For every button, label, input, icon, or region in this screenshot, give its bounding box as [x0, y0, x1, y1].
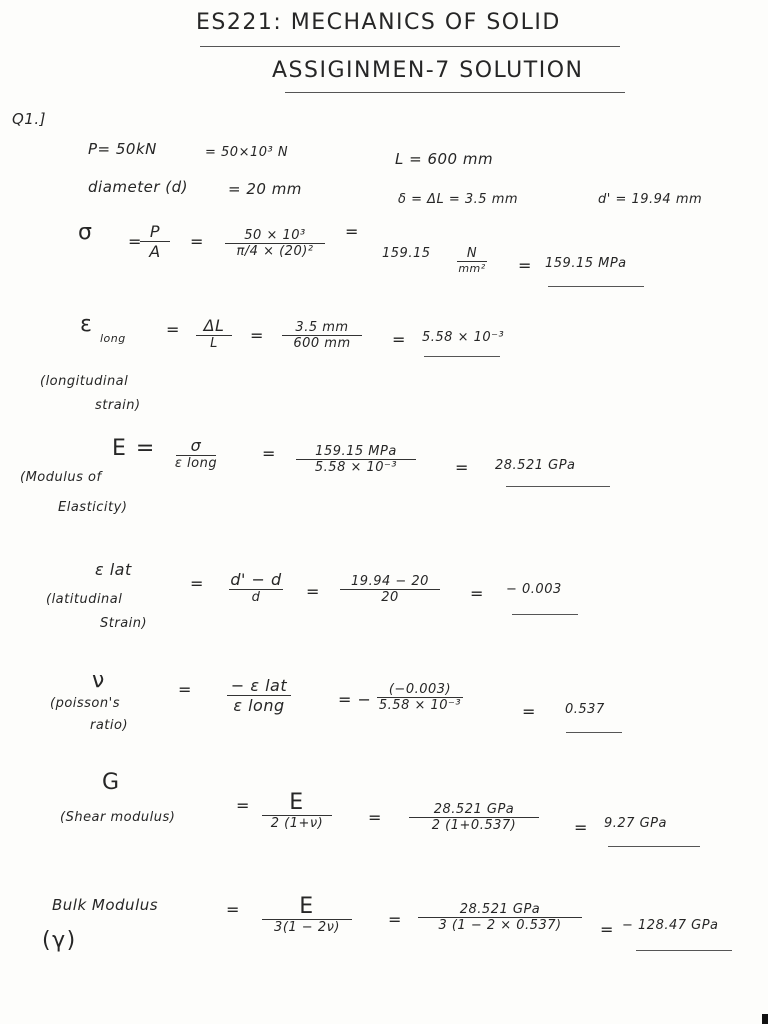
assignment-title: ASSIGINMEN-7 SOLUTION	[272, 58, 584, 83]
poisson-label2: ratio)	[90, 718, 129, 733]
modulus-frac2	[296, 444, 416, 475]
shear-den1: 2 (1+ν)	[270, 816, 324, 831]
stress-frac2	[225, 228, 325, 259]
bulk-num1: E	[299, 894, 315, 919]
poisson-eq2: = −	[338, 690, 372, 709]
result-underline	[548, 286, 644, 287]
assignment-underline	[285, 92, 625, 93]
stress-eq3: =	[345, 222, 359, 241]
long-strain-label1: (longitudinal	[40, 374, 129, 389]
stress-num1: P	[149, 222, 161, 241]
long-strain-eq2: =	[250, 326, 264, 345]
poisson-eq3: =	[522, 702, 536, 721]
lat-strain-label2: Strain)	[100, 616, 148, 631]
lat-strain-eq1: =	[190, 574, 204, 593]
bulk-eq1: =	[226, 900, 240, 919]
long-strain-result: 5.58 × 10⁻³	[422, 330, 505, 345]
stress-eq4: =	[518, 256, 532, 275]
shear-frac1	[252, 790, 342, 831]
stress-result: 159.15 MPa	[545, 256, 627, 271]
long-strain-frac1	[196, 316, 232, 351]
bulk-den1: 3(1 − 2ν)	[274, 920, 340, 935]
shear-label: (Shear modulus)	[60, 810, 176, 825]
result-underline	[636, 950, 732, 951]
bulk-symbol: (γ)	[42, 928, 77, 953]
poisson-num2: (−0.003)	[388, 682, 452, 697]
long-strain-den1: L	[210, 336, 218, 351]
poisson-den1: ε long	[233, 696, 285, 715]
shear-result: 9.27 GPa	[604, 816, 667, 831]
poisson-label1: (poisson's	[50, 696, 120, 711]
long-strain-eq1: =	[166, 320, 180, 339]
bulk-den2: 3 (1 − 2 × 0.537)	[438, 918, 562, 933]
shear-eq3: =	[574, 818, 588, 837]
lat-strain-label1: (latitudinal	[46, 592, 123, 607]
given-d-label: diameter (d)	[88, 178, 188, 196]
bulk-frac1	[252, 894, 362, 935]
given-d-value: = 20 mm	[228, 180, 302, 198]
poisson-den2: 5.58 × 10⁻³	[378, 698, 462, 713]
modulus-den2: 5.58 × 10⁻³	[314, 460, 398, 475]
poisson-frac2	[370, 682, 470, 713]
bulk-frac2	[412, 902, 588, 933]
stress-num2: 50 × 10³	[244, 228, 306, 243]
given-l: L = 600 mm	[395, 150, 494, 168]
stress-symbol: σ	[78, 220, 94, 245]
shear-frac2	[404, 802, 544, 833]
question-label: Q1.]	[12, 110, 46, 128]
modulus-label2: Elasticity)	[58, 500, 128, 515]
given-delta: δ = ΔL = 3.5 mm	[398, 192, 519, 207]
lat-strain-eq2: =	[306, 582, 320, 601]
stress-eq2: =	[190, 232, 204, 251]
long-strain-label2: strain)	[95, 398, 141, 413]
shear-eq1: =	[236, 796, 250, 815]
poisson-symbol: ν	[92, 668, 106, 693]
stress-frac1	[140, 222, 170, 261]
stress-den2: π/4 × (20)²	[236, 244, 314, 259]
long-strain-sub: long	[100, 332, 126, 345]
title-underline	[200, 46, 620, 47]
lat-strain-num1: d' − d	[230, 570, 282, 589]
modulus-symbol: E =	[112, 436, 156, 461]
lat-strain-eq3: =	[470, 584, 484, 603]
modulus-num2: 159.15 MPa	[315, 444, 397, 459]
bulk-result: − 128.47 GPa	[622, 918, 719, 933]
modulus-result: 28.521 GPa	[495, 458, 576, 473]
result-underline	[506, 486, 610, 487]
course-title: ES221: MECHANICS OF SOLID	[196, 10, 561, 35]
result-underline	[512, 614, 578, 615]
modulus-eq1: =	[262, 444, 276, 463]
modulus-den1: ε long	[174, 456, 218, 471]
long-strain-num1: ΔL	[203, 316, 225, 335]
stress-eq1: =	[128, 232, 142, 251]
bulk-label: Bulk Modulus	[52, 896, 159, 914]
lat-strain-result: − 0.003	[506, 582, 562, 597]
lat-strain-frac1	[226, 570, 286, 605]
stress-unit	[452, 246, 492, 275]
result-underline	[566, 732, 622, 733]
given-p: P= 50kN	[88, 140, 157, 158]
modulus-frac1	[172, 436, 220, 471]
stress-unit-num: N	[466, 246, 478, 261]
modulus-eq2: =	[455, 458, 469, 477]
stress-den1: A	[149, 242, 161, 261]
modulus-num1: σ	[190, 436, 202, 455]
poisson-num1: − ε lat	[230, 676, 288, 695]
poisson-result: 0.537	[565, 702, 605, 717]
lat-strain-den2: 20	[381, 590, 399, 605]
lat-strain-frac2	[336, 574, 444, 605]
poisson-eq1: =	[178, 680, 192, 699]
given-d-prime: d' = 19.94 mm	[598, 192, 703, 207]
given-p-conv: = 50×10³ N	[205, 145, 289, 160]
long-strain-eq3: =	[392, 330, 406, 349]
shear-den2: 2 (1+0.537)	[431, 818, 517, 833]
bulk-num2: 28.521 GPa	[459, 902, 541, 917]
modulus-label1: (Modulus of	[20, 470, 102, 485]
page-corner-mark	[762, 1014, 768, 1024]
long-strain-frac2	[282, 320, 362, 351]
long-strain-num2: 3.5 mm	[295, 320, 349, 335]
shear-num1: E	[289, 790, 305, 815]
stress-unit-den: mm²	[458, 262, 486, 275]
result-underline	[608, 846, 700, 847]
poisson-frac1	[220, 676, 298, 715]
stress-value: 159.15	[382, 246, 431, 261]
lat-strain-num2: 19.94 − 20	[351, 574, 429, 589]
long-strain-symbol: ε	[80, 312, 94, 337]
bulk-eq3: =	[600, 920, 614, 939]
result-underline	[424, 356, 500, 357]
shear-num2: 28.521 GPa	[433, 802, 515, 817]
shear-eq2: =	[368, 808, 382, 827]
lat-strain-symbol: ε lat	[95, 560, 132, 579]
lat-strain-den1: d	[251, 590, 261, 605]
shear-symbol: G	[102, 770, 121, 795]
long-strain-den2: 600 mm	[293, 336, 351, 351]
bulk-eq2: =	[388, 910, 402, 929]
